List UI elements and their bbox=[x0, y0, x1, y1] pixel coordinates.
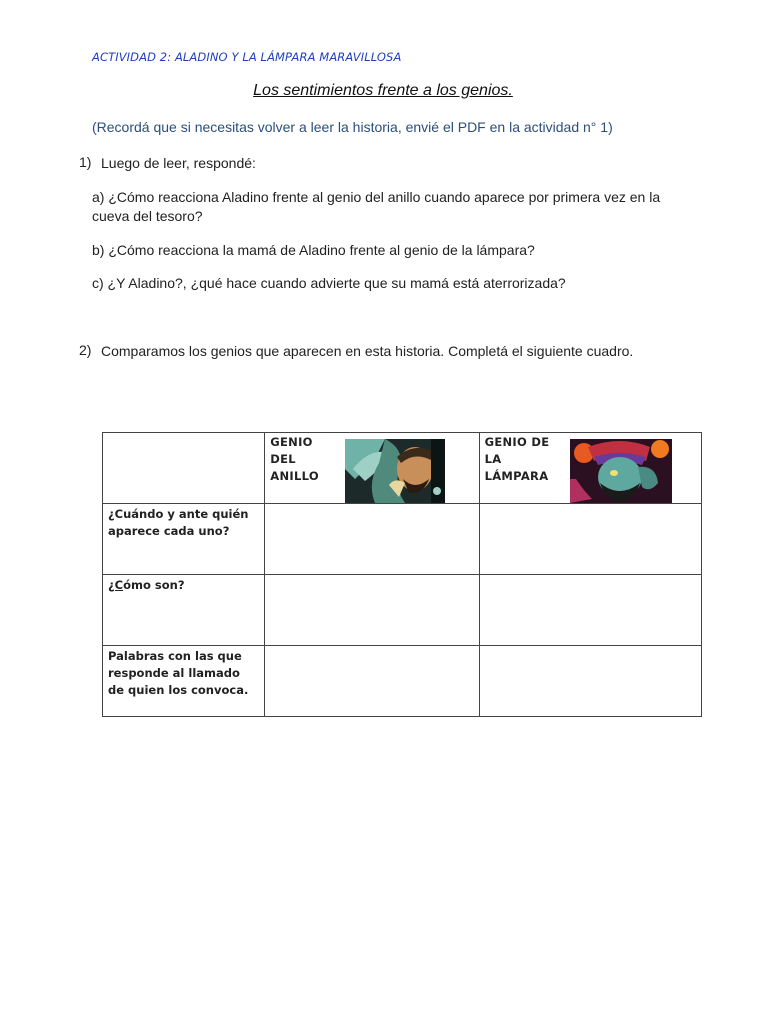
row-label: Palabras con las que responde al llamado de quien los convoca. bbox=[108, 649, 249, 697]
answer-cell-lamp[interactable] bbox=[479, 575, 701, 646]
answer-cell-ring[interactable] bbox=[265, 504, 479, 575]
row-label-cell bbox=[103, 575, 265, 646]
table-corner-cell bbox=[103, 433, 265, 504]
answer-cell-ring[interactable] bbox=[265, 646, 479, 717]
comparison-table bbox=[102, 432, 702, 717]
question-1-number: 1) bbox=[79, 154, 92, 170]
row-label-cell bbox=[103, 504, 265, 575]
answer-cell-ring[interactable] bbox=[265, 575, 479, 646]
reminder-note: (Recordá que si necesitas volver a leer la historia, envié el PDF en la actividad n° 1) bbox=[92, 119, 613, 135]
question-1a: a) ¿Cómo reacciona Aladino frente al genio del anillo cuando aparece por primera vez en la cueva del tesoro? bbox=[92, 189, 661, 224]
question-2-text: Comparamos los genios que aparecen en esta historia. Completá el siguiente cuadro. bbox=[101, 343, 634, 359]
activity-header: ACTIVIDAD 2: ALADINO Y LA LÁMPARA MARAVILLOSA bbox=[92, 50, 402, 64]
question-2-number: 2) bbox=[79, 342, 92, 358]
table-row bbox=[103, 504, 702, 575]
column-header-ring-genie bbox=[265, 433, 479, 504]
genie-ring-illustration-icon bbox=[345, 439, 445, 503]
answer-cell-lamp[interactable] bbox=[479, 646, 701, 717]
table-header-row bbox=[103, 433, 702, 504]
row-label: ¿Cuándo y ante quién aparece cada uno? bbox=[108, 507, 249, 538]
row-label-cell bbox=[103, 646, 265, 717]
question-1-text: Luego de leer, respondé: bbox=[101, 155, 256, 171]
genie-lamp-illustration-icon bbox=[570, 439, 672, 503]
column-header-lamp-label: GENIO DE LA LÁMPARA bbox=[484, 435, 550, 483]
table-row bbox=[103, 575, 702, 646]
table-row bbox=[103, 646, 702, 717]
question-1c: c) ¿Y Aladino?, ¿qué hace cuando advierte que su mamá está aterrorizada? bbox=[92, 275, 566, 291]
row-label: ¿Cómo son? bbox=[108, 578, 185, 592]
page-title: Los sentimientos frente a los genios. bbox=[253, 82, 513, 99]
question-1b: b) ¿Cómo reacciona la mamá de Aladino frente al genio de la lámpara? bbox=[92, 242, 535, 258]
column-header-lamp-genie bbox=[479, 433, 701, 504]
answer-cell-lamp[interactable] bbox=[479, 504, 701, 575]
column-header-ring-label: GENIO DEL ANILLO bbox=[270, 435, 319, 483]
